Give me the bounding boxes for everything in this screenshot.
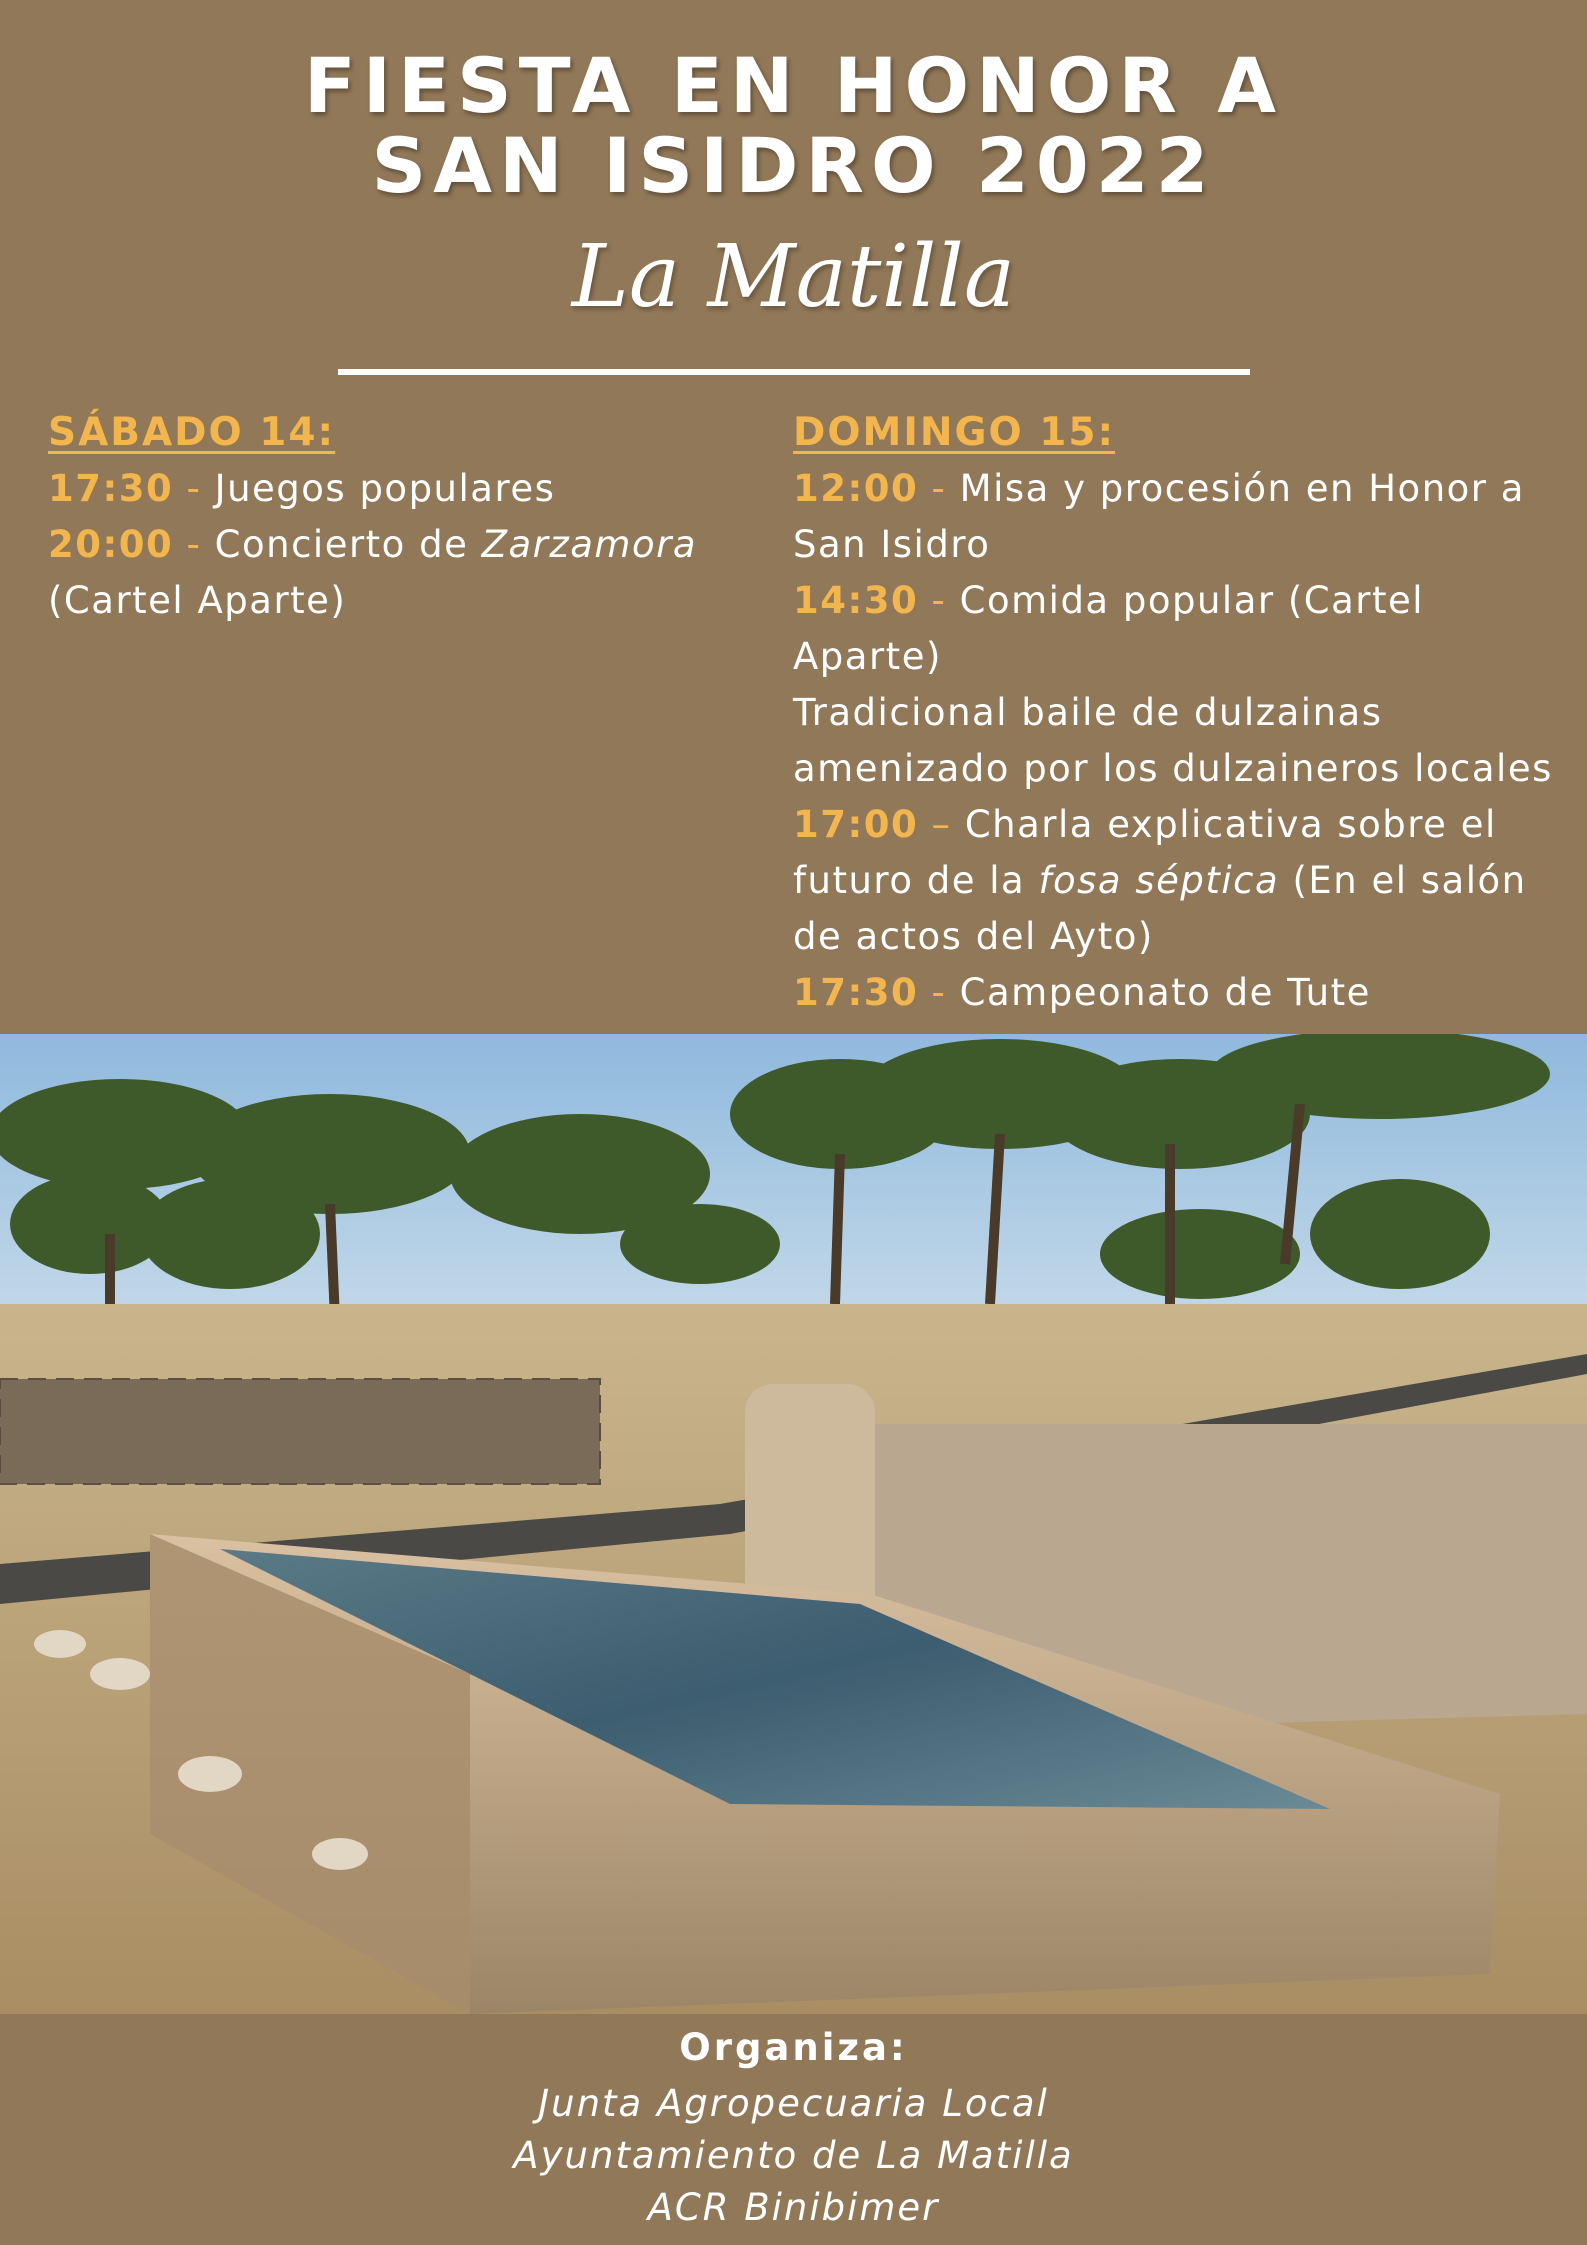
event-text: Misa y procesión en Honor a San Isidro bbox=[793, 467, 1525, 566]
saturday-column bbox=[48, 405, 748, 629]
saturday-event bbox=[48, 461, 748, 517]
event-separator: - bbox=[918, 971, 960, 1014]
organizer: Ayuntamiento de La Matilla bbox=[513, 2134, 1074, 2177]
event-separator: - bbox=[918, 467, 960, 510]
sunday-event bbox=[793, 685, 1553, 797]
organizer: Junta Agropecuaria Local bbox=[538, 2082, 1049, 2125]
organizers-label: Organiza: bbox=[679, 2026, 908, 2069]
event-note: (Cartel Aparte) bbox=[48, 579, 347, 622]
sunday-event bbox=[793, 797, 1553, 965]
organizer: ACR Binibimer bbox=[647, 2186, 940, 2229]
event-time: 12:00 bbox=[793, 467, 919, 510]
sunday-heading: DOMINGO 15: bbox=[793, 410, 1116, 455]
footer bbox=[0, 2014, 1587, 2245]
event-text: Concierto de bbox=[214, 523, 482, 566]
event-time: 14:30 bbox=[793, 579, 919, 622]
event-time: 17:30 bbox=[793, 971, 919, 1014]
sunday-event bbox=[793, 461, 1553, 573]
event-topic: fosa séptica bbox=[1038, 859, 1280, 902]
event-text: Juegos populares bbox=[214, 467, 556, 510]
landscape-illustration bbox=[0, 1034, 1587, 2014]
event-separator: – bbox=[918, 803, 965, 846]
event-time: 20:00 bbox=[48, 523, 174, 566]
sunday-event bbox=[793, 573, 1553, 685]
title-line-2: SAN ISIDRO 2022 bbox=[371, 121, 1216, 210]
sunday-column bbox=[793, 405, 1553, 1021]
event-separator: - bbox=[173, 467, 215, 510]
title-line-1: FIESTA EN HONOR A bbox=[303, 41, 1284, 130]
fountain-trough-photo bbox=[0, 1034, 1587, 2014]
title-divider bbox=[338, 369, 1250, 375]
event-separator: - bbox=[918, 579, 960, 622]
event-text: Comida popular (Cartel Aparte) bbox=[793, 579, 1425, 678]
saturday-heading: SÁBADO 14: bbox=[48, 410, 336, 455]
event-time: 17:30 bbox=[48, 467, 174, 510]
event-text: Campeonato de Tute bbox=[959, 971, 1371, 1014]
subtitle: La Matilla bbox=[571, 227, 1016, 327]
event-time: 17:00 bbox=[793, 803, 919, 846]
event-note: (En el salón de actos del Ayto) bbox=[793, 859, 1527, 958]
event-band-name: Zarzamora bbox=[481, 523, 697, 566]
saturday-event bbox=[48, 517, 748, 629]
sunday-event bbox=[793, 965, 1553, 1021]
event-text: Charla explicativa sobre el futuro de la bbox=[793, 803, 1497, 902]
stone-wall bbox=[0, 1379, 600, 1484]
event-text: Tradicional baile de dulzainas amenizado por los dulzaineros locales bbox=[793, 691, 1553, 790]
event-separator: - bbox=[173, 523, 215, 566]
